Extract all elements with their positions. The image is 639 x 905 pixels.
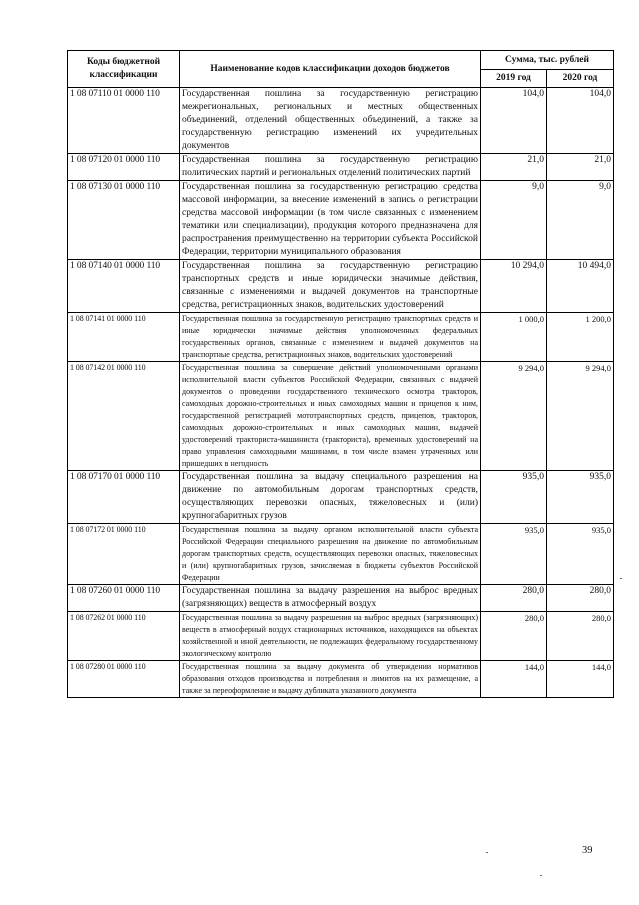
row-amount-2019: 144,0	[481, 661, 547, 698]
table-row	[68, 154, 614, 181]
table-row	[68, 181, 614, 260]
header-name-column: Наименование кодов классификации доходов бюджетов	[180, 51, 481, 88]
table-row	[68, 313, 614, 362]
row-amount-2019: 21,0	[481, 154, 547, 181]
row-amount-2019: 9,0	[481, 181, 547, 260]
row-amount-2020: 21,0	[547, 154, 614, 181]
row-name: Государственная пошлина за государственную регистрацию политических партий и региональных отделений политических партий	[180, 154, 481, 181]
row-code: 1 08 07142 01 0000 110	[68, 362, 180, 471]
row-amount-2020: 144,0	[547, 661, 614, 698]
table-row	[68, 524, 614, 585]
table-row	[68, 661, 614, 698]
row-amount-2020: 1 200,0	[547, 313, 614, 362]
row-name: Государственная пошлина за государственную регистрацию средства массовой информации, за внесение изменений в запись о регистрации средства массовой информации (в том числе связанных с изменением тематики или специализации), продукция которого предназначена для распространения преимущественно на территории субъекта Российской Федерации, территории муниципального образования	[180, 181, 481, 260]
row-code: 1 08 07172 01 0000 110	[68, 524, 180, 585]
row-amount-2020: 280,0	[547, 585, 614, 612]
table-row	[68, 88, 614, 154]
page-number: 39	[582, 845, 593, 856]
row-name: Государственная пошлина за выдачу разрешения на выброс вредных (загрязняющих) веществ в атмосферный воздух	[180, 585, 481, 612]
row-amount-2019: 10 294,0	[481, 260, 547, 313]
row-name: Государственная пошлина за государственную регистрацию транспортных средств и иные юридически значимые действия уполномоченных федеральных государственных органов, связанные с изменением и выдачей документов на транспортные средства, регистрационных знаков, водительских удостоверений	[180, 313, 481, 362]
row-name: Государственная пошлина за совершение действий уполномоченными органами исполнительной власти субъектов Российской Федерации, связанных с выдачей документов о проведении государственного технического осмотра тракторов, самоходных дорожно-строительных и иных самоходных машин и прицепов к ним, государственной регистрацией мототранспортных средств, прицепов, тракторов, самоходных дорожно-строительных и иных самоходных машин, выдачей удостоверений тракториста-машиниста (тракториста), временных удостоверений на право управления самоходными машинами, в том числе взамен утраченных или пришедших в негодность	[180, 362, 481, 471]
table-row	[68, 612, 614, 661]
header-sum-column: Сумма, тыс. рублей	[481, 51, 614, 70]
row-amount-2020: 9 294,0	[547, 362, 614, 471]
table-row	[68, 362, 614, 471]
row-code: 1 08 07130 01 0000 110	[68, 181, 180, 260]
row-amount-2020: 104,0	[547, 88, 614, 154]
table-row	[68, 471, 614, 524]
table-header	[68, 51, 614, 88]
row-amount-2019: 935,0	[481, 524, 547, 585]
row-code: 1 08 07120 01 0000 110	[68, 154, 180, 181]
row-code: 1 08 07170 01 0000 110	[68, 471, 180, 524]
row-code: 1 08 07140 01 0000 110	[68, 260, 180, 313]
row-amount-2019: 280,0	[481, 612, 547, 661]
row-name: Государственная пошлина за государственную регистрацию межрегиональных, региональных и местных общественных объединений, отделений общественных объединений, а также за государственную регистрацию изменений их учредительных документов	[180, 88, 481, 154]
table-row	[68, 260, 614, 313]
row-name: Государственная пошлина за выдачу специального разрешения на движение по автомобильным дорогам транспортных средств, осуществляющих перевозки опасных, тяжеловесных и (или) крупногабаритных грузов	[180, 471, 481, 524]
budget-revenue-table	[67, 50, 614, 698]
table-body	[68, 88, 614, 698]
row-amount-2019: 280,0	[481, 585, 547, 612]
row-amount-2019: 935,0	[481, 471, 547, 524]
header-year-2019: 2019 год	[481, 70, 547, 88]
row-amount-2020: 935,0	[547, 471, 614, 524]
row-amount-2019: 104,0	[481, 88, 547, 154]
row-code: 1 08 07110 01 0000 110	[68, 88, 180, 154]
row-name: Государственная пошлина за государственную регистрацию транспортных средств и иные юридически значимые действия, связанные с изменениями и выдачей документов на транспортные средства, регистрационных знаков, водительских удостоверений	[180, 260, 481, 313]
row-amount-2020: 10 494,0	[547, 260, 614, 313]
row-name: Государственная пошлина за выдачу документа об утверждении нормативов образования отходов производства и потребления и лимитов на их размещение, а также за переоформление и выдачу дубликата указанного документа	[180, 661, 481, 698]
row-amount-2019: 9 294,0	[481, 362, 547, 471]
row-name: Государственная пошлина за выдачу разрешения на выброс вредных (загрязняющих) веществ в атмосферный воздух стационарных источников, находящихся на объектах хозяйственной и иной деятельности, не подлежащих федеральному государственному экологическому контролю	[180, 612, 481, 661]
row-amount-2019: 1 000,0	[481, 313, 547, 362]
row-code: 1 08 07260 01 0000 110	[68, 585, 180, 612]
scan-speck	[486, 852, 488, 853]
row-code: 1 08 07280 01 0000 110	[68, 661, 180, 698]
row-amount-2020: 9,0	[547, 181, 614, 260]
table-row	[68, 585, 614, 612]
header-code-column: Коды бюджетной классификации	[68, 51, 180, 88]
row-code: 1 08 07262 01 0000 110	[68, 612, 180, 661]
header-year-2020: 2020 год	[547, 70, 614, 88]
scan-speck	[620, 578, 622, 579]
row-name: Государственная пошлина за выдачу органом исполнительной власти субъекта Российской Федерации специального разрешения на движение по автомобильным дорогам транспортных средств, осуществляющих перевозки опасных, тяжеловесных и (или) крупногабаритных грузов, зачисляемая в бюджеты субъектов Российской Федерации	[180, 524, 481, 585]
scan-speck	[540, 875, 542, 876]
row-amount-2020: 280,0	[547, 612, 614, 661]
row-amount-2020: 935,0	[547, 524, 614, 585]
row-code: 1 08 07141 01 0000 110	[68, 313, 180, 362]
